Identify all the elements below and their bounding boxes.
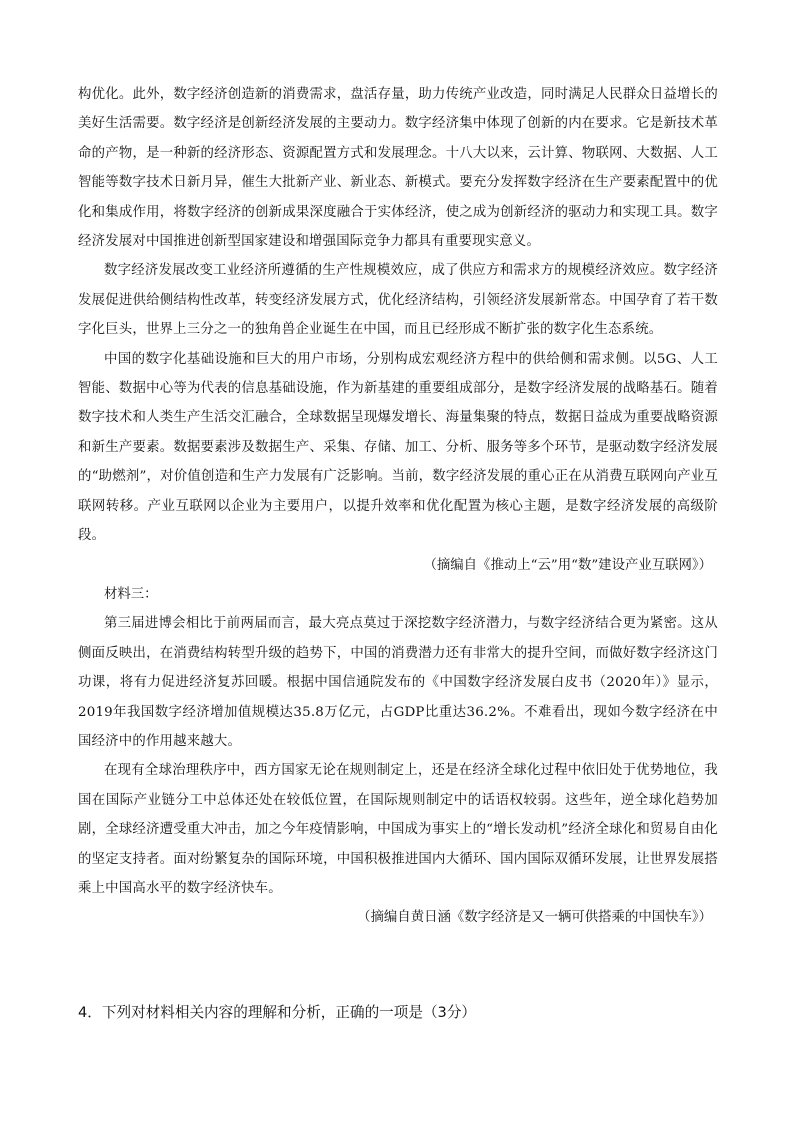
article-body	[78, 80, 718, 933]
material3-source: （摘编自黄日涵《数字经济是又一辆可供搭乘的中国快车》）	[357, 910, 712, 926]
material2-paragraph-1: 构优化。此外，数字经济创造新的消费需求，盘活存量，助力传统产业改造，同时满足人民群众日益增长的美好生活需要。数字经济是创新经济发展的主要动力。数字经济集中体现了创新的内在要求。它是新技术革命的产物，是一种新的经济形态、资源配置方式和发展理念。十八大以来，云计算、物联网、大数据、人工智能等数字技术日新月异，催生大批新产业、新业态、新模式。要充分发挥数字经济在生产要素配置中的优化和集成作用，将数字经济的创新成果深度融合于实体经济，使之成为创新经济的驱动力和实现工具。数字经济发展对中国推进创新型国家建设和增强国际竞争力都具有重要现实意义。	[78, 87, 718, 250]
material3-label: 材料三：	[104, 586, 158, 602]
material2-source: （摘编自《推动上“云”用“数”建设产业互联网》）	[423, 557, 712, 573]
question-4: 4．下列对材料相关内容的理解和分析，正确的一项是（3分）	[78, 1004, 477, 1021]
material3-paragraph-1: 第三届进博会相比于前两届而言，最大亮点莫过于深挖数字经济潜力，与数字经济结合更为紧密。这从侧面反映出，在消费结构转型升级的趋势下，中国的消费潜力还有非常大的提升空间，而做好数字经济这门功课，将有力促进经济复苏回暖。根据中国信通院发布的《中国数字经济发展白皮书（2020年）》显示，2019年我国数字经济增加值规模达35.8万亿元，占GDP比重达36.2%。不难看出，现如今数字经济在中国经济中的作用越来越大。	[78, 616, 718, 749]
material2-paragraph-3: 中国的数字化基础设施和巨大的用户市场，分别构成宏观经济方程中的供给侧和需求侧。以5G、人工智能、数据中心等为代表的信息基础设施，作为新基建的重要组成部分，是数字经济发展的战略基石。随着数字技术和人类生产生活交汇融合，全球数据呈现爆发增长、海量集聚的特点，数据日益成为重要战略资源和新生产要素。数据要素涉及数据生产、采集、存储、加工、分析、服务等多个环节，是驱动数字经济发展的“助燃剂”，对价值创造和生产力发展有广泛影响。当前，数字经济发展的重心正在从消费互联网向产业互联网转移。产业互联网以企业为主要用户，以提升效率和优化配置为核心主题，是数字经济发展的高级阶段。	[78, 351, 718, 544]
material2-paragraph-2: 数字经济发展改变工业经济所遵循的生产性规模效应，成了供应方和需求方的规模经济效应。数字经济发展促进供给侧结构性改革，转变经济发展方式，优化经济结构，引领经济发展新常态。中国孕育了若干数字化巨头，世界上三分之一的独角兽企业诞生在中国，而且已经形成不断扩张的数字化生态系统。	[78, 263, 718, 338]
material3-paragraph-2: 在现有全球治理秩序中，西方国家无论在规则制定上，还是在经济全球化过程中依旧处于优势地位，我国在国际产业链分工中总体还处在较低位置，在国际规则制定中的话语权较弱。这些年，逆全球化趋势加剧，全球经济遭受重大冲击，加之今年疫情影响，中国成为事实上的“增长发动机”经济全球化和贸易自由化的坚定支持者。面对纷繁复杂的国际环境，中国积极推进国内大循环、国内国际双循环发展，让世界发展搭乘上中国高水平的数字经济快车。	[78, 763, 718, 896]
